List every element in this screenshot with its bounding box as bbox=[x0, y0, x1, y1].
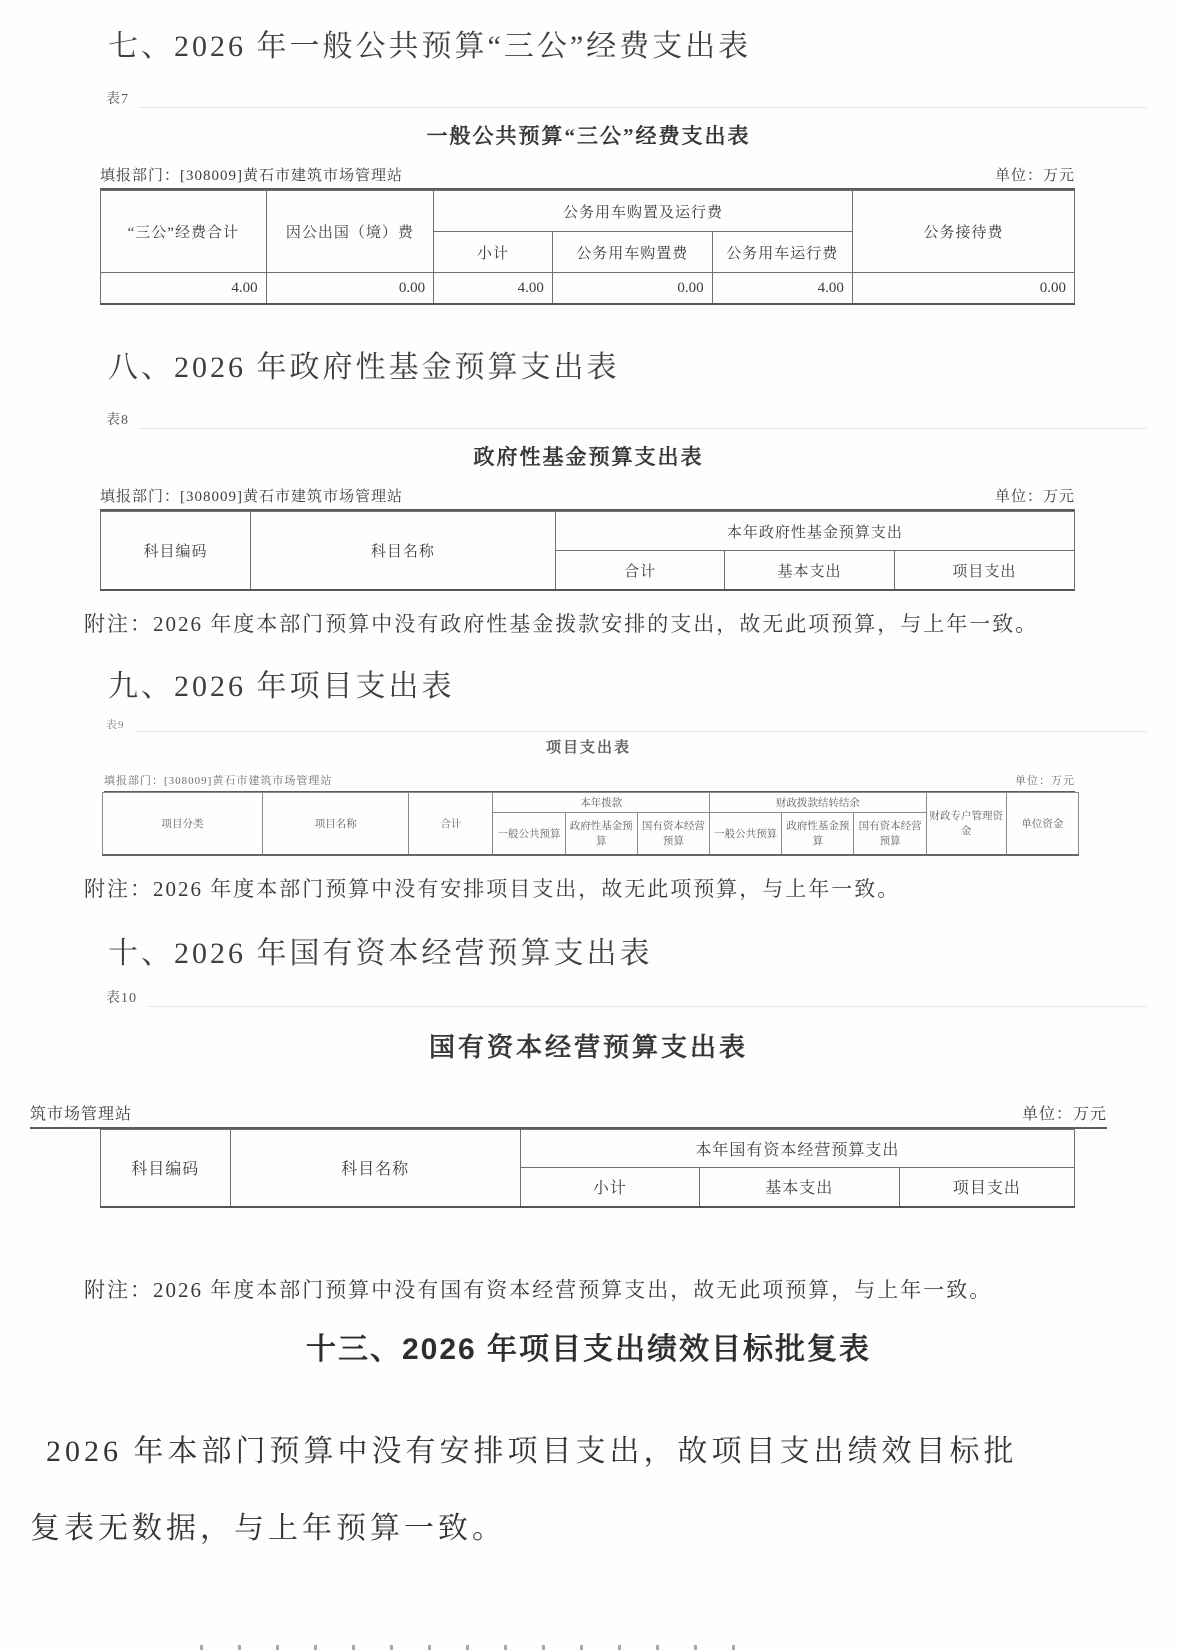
t10-header-basic: 基本支出 bbox=[699, 1167, 899, 1207]
t7-header-vehicle-operation: 公务用车运行费 bbox=[712, 232, 852, 273]
t9-header-cur-general: 一般公共预算 bbox=[493, 813, 565, 855]
table10-unit: 单位：万元 bbox=[1021, 1105, 1107, 1123]
t9-header-carry-state-capital: 国有资本经营预算 bbox=[854, 813, 926, 855]
table10-title: 国有资本经营预算支出表 bbox=[428, 1032, 748, 1062]
table8-label-row bbox=[106, 409, 1147, 429]
table8-meta-row bbox=[100, 485, 1075, 511]
t9-header-carry-general: 一般公共预算 bbox=[710, 813, 782, 855]
section13-heading: 十三、2026 年项目支出绩效目标批复表 bbox=[305, 1333, 872, 1366]
sangong-expense-table bbox=[100, 190, 1075, 305]
t9-header-category: 项目分类 bbox=[103, 793, 263, 855]
table7-dept: 填报部门：[308009]黄石市建筑市场管理站 bbox=[100, 168, 403, 184]
table10-note: 附注：2026 年度本部门预算中没有国有资本经营预算支出，故无此项预算，与上年一致。 bbox=[84, 1278, 993, 1302]
t9-header-unit-funds: 单位资金 bbox=[1006, 793, 1078, 855]
t9-header-cur-gov-fund: 政府性基金预算 bbox=[565, 813, 637, 855]
table9-note: 附注：2026 年度本部门预算中没有安排项目支出，故无此项预算，与上年一致。 bbox=[84, 876, 901, 901]
table9-label: 表9 bbox=[106, 719, 125, 731]
section8-heading: 八、2026 年政府性基金预算支出表 bbox=[108, 351, 620, 384]
t10-header-name: 科目名称 bbox=[230, 1129, 520, 1207]
table7-unit: 单位：万元 bbox=[994, 168, 1075, 184]
table8-unit: 单位：万元 bbox=[994, 489, 1075, 505]
t9-header-cur-state-capital: 国有资本经营预算 bbox=[637, 813, 709, 855]
t7-value-abroad: 0.00 bbox=[266, 273, 434, 305]
t7-data-row bbox=[101, 273, 1075, 305]
t10-header-subtotal: 小计 bbox=[520, 1167, 699, 1207]
t9-header-carryover-group: 财政拨款结转结余 bbox=[710, 793, 927, 813]
t7-value-vehicle-operation: 4.00 bbox=[712, 273, 852, 305]
table7-label-row bbox=[106, 88, 1147, 108]
t8-header-code: 科目编码 bbox=[101, 512, 251, 591]
table10-label-row bbox=[106, 987, 1147, 1007]
t7-header-subtotal: 小计 bbox=[434, 232, 553, 273]
t9-header-current-group: 本年拨款 bbox=[493, 793, 710, 813]
t8-header-name: 科目名称 bbox=[250, 512, 555, 591]
t7-value-vehicle-purchase: 0.00 bbox=[552, 273, 712, 305]
t9-header-carry-gov-fund: 政府性基金预算 bbox=[782, 813, 854, 855]
t10-header-project: 项目支出 bbox=[899, 1167, 1074, 1207]
table10-dept-truncated: 筑市场管理站 bbox=[30, 1105, 133, 1123]
table7-meta-row bbox=[100, 164, 1075, 190]
t10-header-group: 本年国有资本经营预算支出 bbox=[520, 1129, 1074, 1167]
table8-title: 政府性基金预算支出表 bbox=[473, 445, 704, 469]
t9-header-name: 项目名称 bbox=[263, 793, 409, 855]
t7-header-total: “三公”经费合计 bbox=[101, 191, 267, 273]
t9-header-fiscal-account: 财政专户管理资金 bbox=[926, 793, 1006, 855]
table10-label: 表10 bbox=[106, 990, 137, 1006]
t7-value-total: 4.00 bbox=[101, 273, 267, 305]
t9-header-total: 合计 bbox=[409, 793, 493, 855]
table9-title: 项目支出表 bbox=[545, 740, 631, 756]
table10-meta-row bbox=[30, 1101, 1107, 1129]
table9-label-row bbox=[106, 716, 1147, 732]
table9-dept: 填报部门：[308009]黄石市建筑市场管理站 bbox=[104, 775, 333, 787]
section13-paragraph: 2026 年本部门预算中没有安排项目支出，故项目支出绩效目标批复表无数据，与上年预算一致。 bbox=[30, 1435, 1018, 1545]
cutoff-text-fragment bbox=[200, 1645, 770, 1650]
gov-fund-budget-table bbox=[100, 511, 1075, 591]
section10-heading: 十、2026 年国有资本经营预算支出表 bbox=[108, 936, 653, 970]
table7-title: 一般公共预算“三公”经费支出表 bbox=[426, 124, 751, 148]
t7-header-reception: 公务接待费 bbox=[852, 191, 1074, 273]
table8-dept: 填报部门：[308009]黄石市建筑市场管理站 bbox=[100, 489, 403, 505]
t8-header-group: 本年政府性基金预算支出 bbox=[555, 512, 1074, 551]
t8-header-basic: 基本支出 bbox=[725, 551, 894, 591]
state-capital-budget-table bbox=[100, 1129, 1075, 1209]
t7-header-vehicle-purchase: 公务用车购置费 bbox=[552, 232, 712, 273]
t7-value-reception: 0.00 bbox=[852, 273, 1074, 305]
t7-header-abroad: 因公出国（境）费 bbox=[266, 191, 434, 273]
t8-header-total: 合计 bbox=[555, 551, 724, 591]
table8-label: 表8 bbox=[106, 413, 129, 428]
t8-header-project: 项目支出 bbox=[894, 551, 1074, 591]
t10-header-code: 科目编码 bbox=[101, 1129, 231, 1207]
section7-heading: 七、2026 年一般公共预算“三公”经费支出表 bbox=[108, 30, 752, 63]
table8-note: 附注：2026 年度本部门预算中没有政府性基金拨款安排的支出，故无此项预算，与上年一致。 bbox=[84, 612, 1039, 636]
section9-heading: 九、2026 年项目支出表 bbox=[108, 670, 455, 703]
table7-label: 表7 bbox=[106, 92, 129, 107]
table9-unit: 单位：万元 bbox=[1015, 775, 1075, 787]
table9-meta-row bbox=[104, 772, 1075, 792]
t7-value-subtotal: 4.00 bbox=[434, 273, 553, 305]
t7-header-vehicle-group: 公务用车购置及运行费 bbox=[434, 191, 853, 232]
project-expense-table bbox=[102, 792, 1079, 856]
